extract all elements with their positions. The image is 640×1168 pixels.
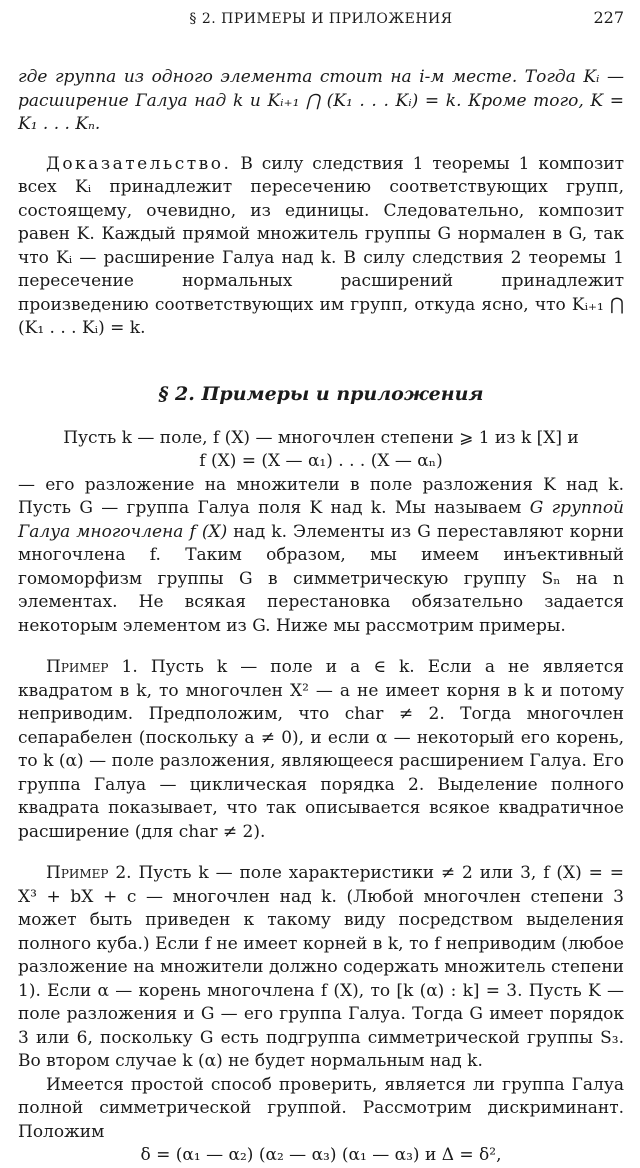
page-header — [18, 6, 624, 30]
page-body — [18, 66, 624, 1168]
proof-paragraph — [18, 153, 624, 341]
example-2-label: Пример 2. — [46, 863, 132, 883]
discriminant-paragraph: Имеется простой способ проверить, является ли группа Галуа полной симметрической группой. Рассмотрим дискриминант. Положим — [18, 1074, 624, 1142]
intro-line: Пусть k — поле, f (X) — многочлен степени ⩾ 1 из k [X] и — [63, 427, 579, 448]
intro-formula: f (X) = (X — α₁) . . . (X — αₙ) — [199, 451, 443, 471]
section-title: § 2. Примеры и приложения — [158, 382, 484, 405]
example-1-text: Пусть k — поле и a ∈ k. Если a не является квадратом в k, то многочлен X² — a не имеет корня в k и потому неприводим. Предположим, что char ≠ 2. Тогда многочлен сепарабелен (поскольку a ≠ 0), и если α — некоторый его корень, то k (α) — поле разложения, являющееся расширением Галуа. Его группа Галуа — циклическая порядка 2. Выделение полного квадрата показывает, что так описывается всякое квадратичное расширение (для char ≠ 2). — [18, 657, 625, 842]
intro-term: G группой Галуа многочлена f (X) — [18, 498, 625, 542]
page-number: 227 — [593, 8, 624, 27]
example-2-paragraph — [18, 862, 624, 1074]
intro-text-2: над k. Элементы из G переставляют корни многочлена f. Таким образом, мы имеем инъективный гомоморфизм группы G в симметрическую группу Sₙ на n элементах. Не всякая перестановка обязательно задается некоторым элементом из G. Ниже мы рассмотрим примеры. — [18, 521, 625, 636]
intro-text-1: — его разложение на множители в поле разложения K над k. Пусть G — группа Галуа поля K над k. Мы называем — [18, 474, 624, 518]
intro-paragraph — [18, 474, 624, 639]
example-2-text: Пусть k — поле характеристики ≠ 2 или 3, f (X) = = X³ + bX + c — многочлен над k. (Любой многочлен степени 3 может быть приведен к такому виду посредством выделения полного куба.) Если f не имеет корней в k, то f неприводим (любое разложение на множители должно содержать множитель степени 1). Если α — корень многочлена f (X), то [k (α) : k] = 3. Пусть K — поле разложения и G — его группа Галуа. Тогда G имеет порядок 3 или 6, поскольку G есть подгруппа симметрической группы S₃. Во втором случае k (α) не будет нормальным над k. — [18, 863, 624, 1071]
final-formula: δ = (α₁ — α₂) (α₂ — α₃) (α₁ — α₃) и Δ = δ², — [140, 1145, 502, 1165]
example-1-label: Пример 1. — [46, 657, 138, 677]
example-1-paragraph — [18, 656, 624, 844]
proof-text: В силу следствия 1 теоремы 1 композит всех Kᵢ принадлежит пересечению соответствующих групп, состоящему, очевидно, из единицы. Следовательно, композит равен K. Каждый прямой множитель группы G нормален в G, так что Kᵢ — расширение Галуа над k. В силу следствия 2 теоремы 1 пересечение нормальных расширений принадлежит произведению соответствующих им групп, откуда ясно, что Kᵢ₊₁ ⋂ (K₁ . . . Kᵢ) = k. — [18, 153, 625, 338]
proof-label: Доказательство. — [46, 153, 232, 174]
theorem-tail: где группа из одного элемента стоит на i-м месте. Тогда Kᵢ — расширение Галуа над k и Kᵢ₊₁ ⋂ (K₁ . . . Kᵢ) = k. Кроме того, K = K₁ . . . Kₙ. — [18, 67, 624, 134]
running-title: § 2. ПРИМЕРЫ И ПРИЛОЖЕНИЯ — [189, 11, 453, 27]
